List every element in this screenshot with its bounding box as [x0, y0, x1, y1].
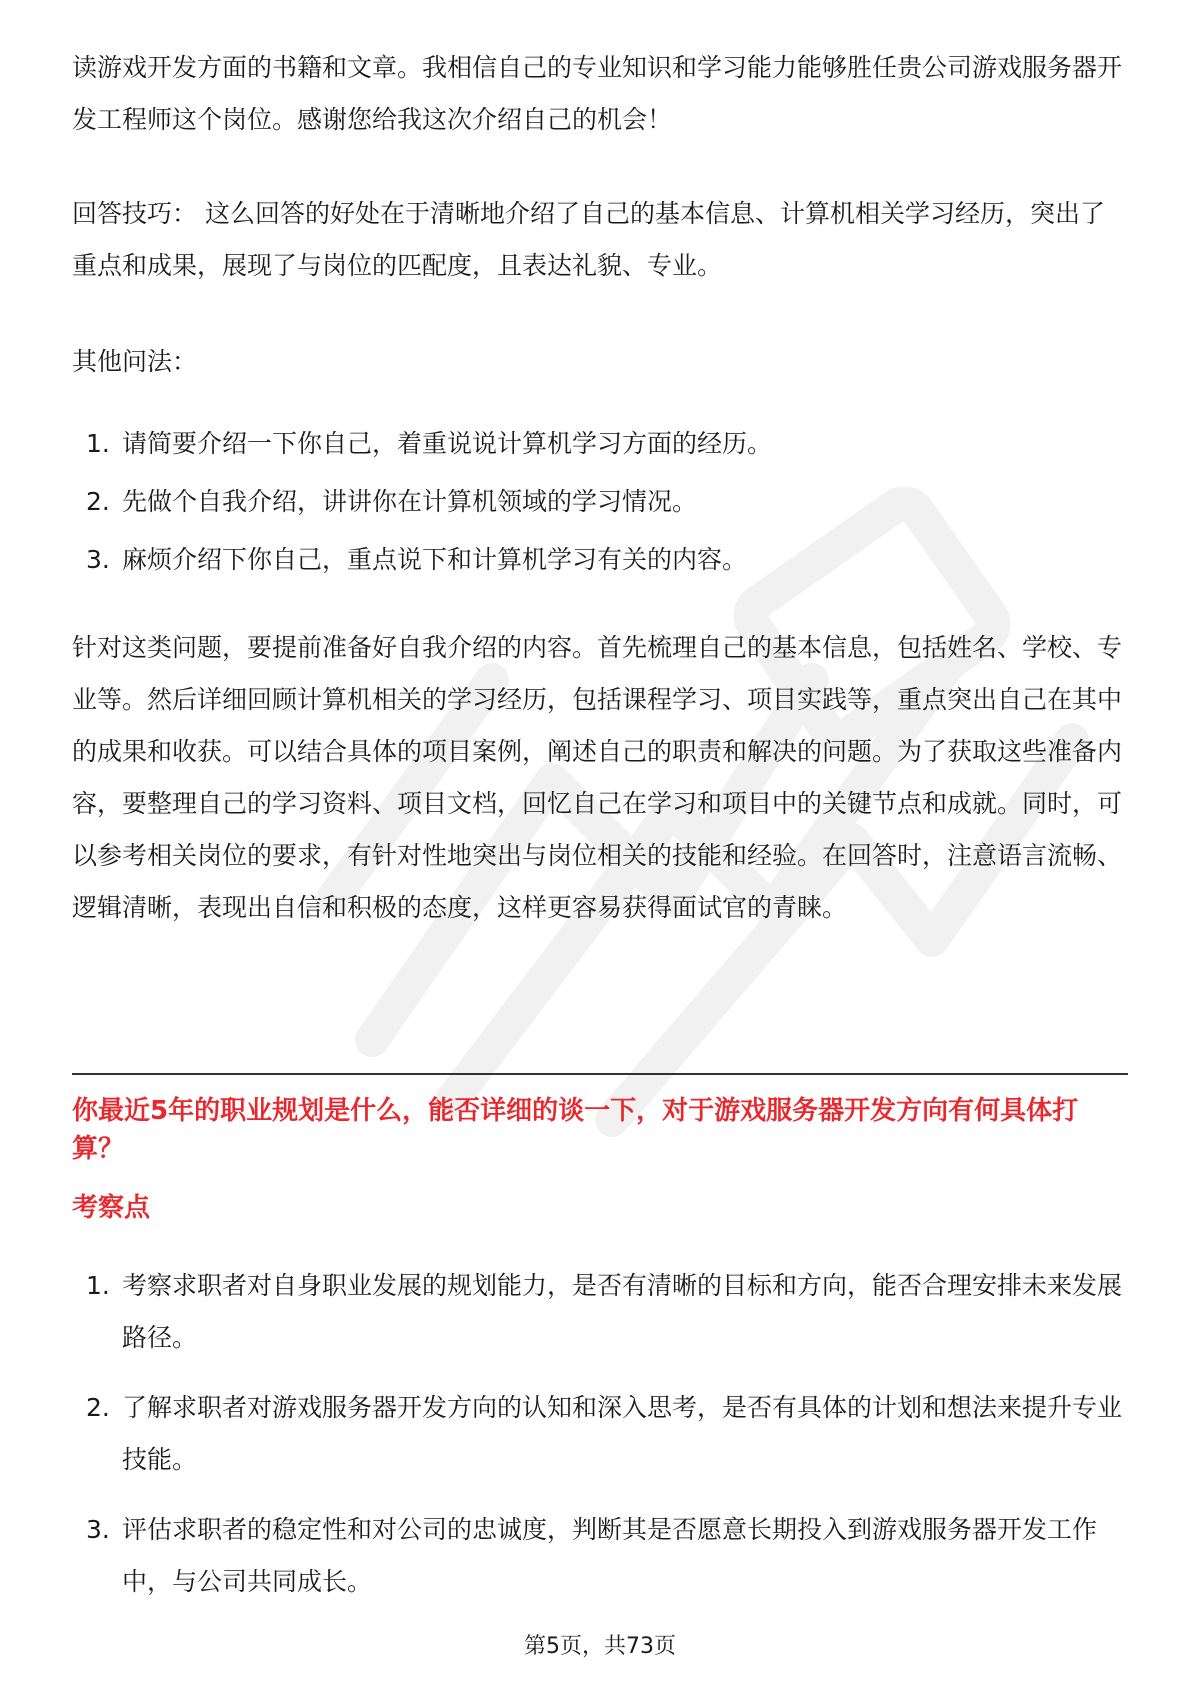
list-item [72, 1382, 1128, 1486]
list-item-text: 考察求职者对自身职业发展的规划能力，是否有清晰的目标和方向，能否合理安排未来发展路径。 [122, 1271, 1123, 1352]
page-footer: 第5页，共73页 [524, 1634, 676, 1659]
list-item-number: 3. [86, 1515, 110, 1544]
assessment-points-label: 考察点 [72, 1193, 151, 1223]
list-item-number: 2. [86, 1393, 110, 1422]
list-item [72, 534, 1128, 586]
list-item [72, 1260, 1128, 1364]
list-item-number: 1. [86, 1271, 110, 1300]
document-page [72, 0, 1128, 1684]
list-item-text: 先做个自我介绍，讲讲你在计算机领域的学习情况。 [122, 487, 698, 516]
interview-question-heading: 你最近5年的职业规划是什么，能否详细的谈一下，对于游戏服务器开发方向有何具体打算？ [72, 1096, 1079, 1164]
list-item-number: 2. [86, 487, 110, 516]
advice-paragraph: 针对这类问题，要提前准备好自我介绍的内容。首先梳理自己的基本信息，包括姓名、学校、专业等。然后详细回顾计算机相关的学习经历，包括课程学习、项目实践等，重点突出自己在其中的成果和收获。可以结合具体的项目案例，阐述自己的职责和解决的问题。为了获取这些准备内容，要整理自己的学习资料、项目文档，回忆自己在学习和项目中的关键节点和成就。同时，可以参考相关岗位的要求，有针对性地突出与岗位相关的技能和经验。在回答时，注意语言流畅、逻辑清晰，表现出自信和积极的态度，这样更容易获得面试官的青睐。 [72, 633, 1123, 922]
list-item-text: 麻烦介绍下你自己，重点说下和计算机学习有关的内容。 [122, 545, 748, 574]
list-item [72, 1504, 1128, 1608]
section-divider [72, 1073, 1128, 1075]
other-questions-list [72, 418, 1128, 592]
list-item-number: 3. [86, 545, 110, 574]
assessment-points-list [72, 1260, 1128, 1626]
other-questions-label: 其他问法： [72, 347, 198, 376]
list-item-text: 评估求职者的稳定性和对公司的忠诚度，判断其是否愿意长期投入到游戏服务器开发工作中，与公司共同成长。 [122, 1515, 1098, 1596]
list-item [72, 476, 1128, 528]
intro-tail-paragraph: 读游戏开发方面的书籍和文章。我相信自己的专业知识和学习能力能够胜任贵公司游戏服务器开发工程师这个岗位。感谢您给我这次介绍自己的机会！ [72, 53, 1123, 134]
list-item [72, 418, 1128, 470]
list-item-text: 请简要介绍一下你自己，着重说说计算机学习方面的经历。 [122, 429, 773, 458]
list-item-number: 1. [86, 429, 110, 458]
answer-tip-paragraph: 回答技巧： 这么回答的好处在于清晰地介绍了自己的基本信息、计算机相关学习经历，突出了重点和成果，展现了与岗位的匹配度，且表达礼貌、专业。 [72, 199, 1105, 280]
list-item-text: 了解求职者对游戏服务器开发方向的认知和深入思考，是否有具体的计划和想法来提升专业技能。 [122, 1393, 1123, 1474]
